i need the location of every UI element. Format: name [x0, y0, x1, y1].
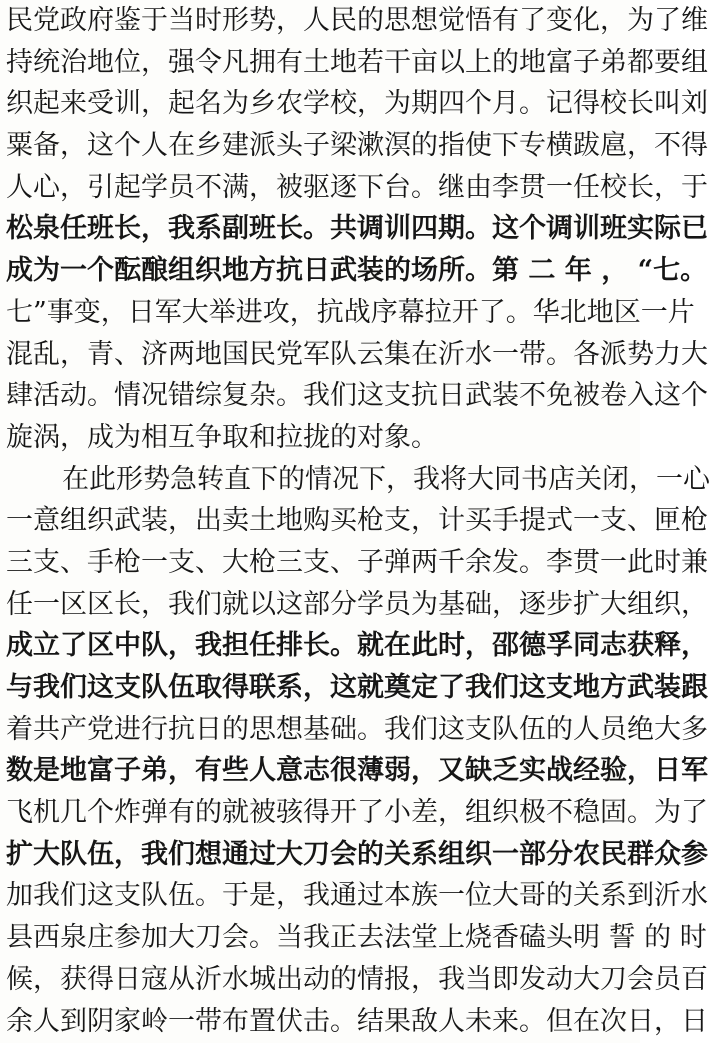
text-line: 持统治地位，强令凡拥有土地若干亩以上的地富子弟都要组: [6, 46, 708, 78]
text-line: 扩大队伍，我们想通过大刀会的关系组织一部分农民群众参: [6, 838, 708, 870]
text-line: 肆活动。情况错综复杂。我们这支抗日武装不免被卷入这个: [6, 380, 708, 412]
text-line: 旋涡，成为相互争取和拉拢的对象。: [6, 421, 438, 453]
text-line: 在此形势急转直下的情况下，我将大同书店关闭，一心: [62, 463, 710, 495]
text-line: 飞机几个炸弹有的就被骇得开了小差，组织极不稳固。为了: [6, 797, 708, 829]
text-line: 民党政府鉴于当时形势，人民的思想觉悟有了变化，为了维: [6, 5, 708, 36]
text-line: 三支、手枪一支、大枪三支、子弹两千余发。李贯一此时兼: [6, 546, 708, 578]
text-line: 数是地富子弟，有些人意志很薄弱，又缺乏实战经验，日军: [6, 755, 708, 787]
text-line: 着共产党进行抗日的思想基础。我们这支队伍的人员绝大多: [6, 713, 708, 745]
text-line: 余人到阴家岭一带布置伏击。结果敌人未来。但在次日，日: [6, 1005, 708, 1037]
text-line: 一意组织武装，出卖土地购买枪支，计买手提式一支、匣枪: [6, 505, 708, 537]
text-line: 成为一个酝酿组织地方抗日武装的场所。第 二 年 ， “七。: [6, 255, 708, 287]
text-line: 成立了区中队，我担任排长。就在此时，邵德孚同志获释，: [6, 630, 708, 662]
paragraph-2: [6, 459, 710, 1043]
text-line: 与我们这支队伍取得联系，这就奠定了我们这支地方武装跟: [6, 672, 708, 703]
text-line: 加我们这支队伍。于是，我通过本族一位大哥的关系到沂水: [6, 880, 708, 912]
text-line: 人心，引起学员不满，被驱逐下台。继由李贯一任校长，于: [6, 171, 708, 203]
text-line: 织起来受训，起名为乡农学校，为期四个月。记得校长叫刘: [6, 88, 708, 120]
text-line: 候，获得日寇从沂水城出动的情报，我当即发动大刀会员百: [6, 963, 708, 995]
text-line: 县西泉庄参加大刀会。当我正去法堂上烧香磕头明 誓 的 时: [6, 922, 707, 954]
text-line: 松泉任班长，我系副班长。共调训四期。这个调训班实际已: [6, 213, 708, 245]
paragraph-1: [6, 0, 708, 459]
text-line: 粟备，这个人在乡建派头子梁漱溟的指使下专横跋扈，不得: [6, 130, 708, 162]
text-line: 七”事变，日军大举进攻，抗战序幕拉开了。华北地区一片: [6, 296, 695, 328]
text-line: 任一区区长，我们就以这部分学员为基础，逐步扩大组织，: [6, 588, 708, 620]
text-line: 混乱，青、济两地国民党军队云集在沂水一带。各派势力大: [6, 338, 708, 370]
